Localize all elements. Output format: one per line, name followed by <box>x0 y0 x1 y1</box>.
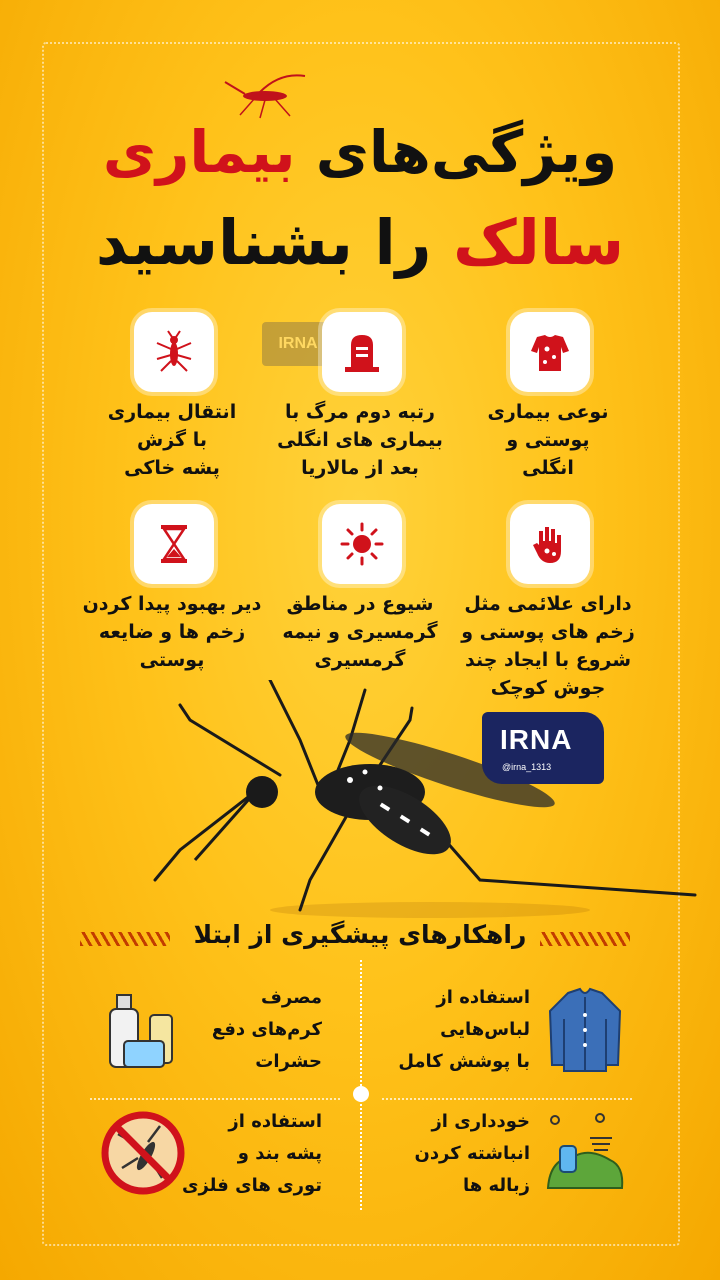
tip-text: انباشته کردن <box>414 1143 530 1164</box>
feature-text: پوستی و <box>506 429 590 451</box>
feature-text: انتقال بیماری <box>107 401 237 423</box>
feature-text: رتبه دوم مرگ با <box>285 401 435 423</box>
tip-text: حشرات <box>255 1051 322 1072</box>
irna-handle: @irna_1313 <box>502 762 552 772</box>
feature-text: گرمسیری و نیمه <box>282 621 438 643</box>
feature-2 <box>255 398 465 482</box>
shirt-icon <box>540 985 630 1075</box>
tip-text: کرم‌های دفع <box>211 1019 322 1040</box>
irna-logo-text: IRNA <box>500 724 573 755</box>
feature-text: پشه خاکی <box>124 457 220 479</box>
skin-icon <box>510 312 590 392</box>
feature-text: انگلی <box>522 457 574 479</box>
gravestone-icon <box>322 312 402 392</box>
tip-text: استفاده از <box>228 1111 322 1132</box>
tip-3 <box>380 1106 530 1202</box>
center-dot <box>353 1086 369 1102</box>
title-line2-suffix: را بشناسید <box>95 206 432 279</box>
sun-icon <box>322 504 402 584</box>
feature-text: نوعی بیماری <box>487 401 609 423</box>
feature-text: بیماری های انگلی <box>277 429 443 451</box>
hand-wound-icon <box>510 504 590 584</box>
feature-text: جوش کوچک <box>490 677 606 699</box>
garbage-icon <box>540 1108 630 1198</box>
tip-text: خودداری از <box>431 1111 530 1132</box>
hourglass-icon <box>134 504 214 584</box>
prevention-heading: راهکارهای پیشگیری از ابتلا <box>193 920 527 949</box>
feature-text: پوستی <box>139 649 205 671</box>
title-line-1 <box>0 118 720 186</box>
feature-6 <box>67 590 277 674</box>
tip-1 <box>380 982 530 1078</box>
divider-right <box>382 1098 632 1100</box>
tip-4 <box>172 1106 322 1202</box>
title-line1-highlight: بیماری <box>102 118 296 186</box>
title-line1-prefix: ویژگی‌های <box>315 118 618 186</box>
feature-5 <box>255 590 465 674</box>
title-mosquito-icon <box>220 70 310 120</box>
feature-text: دیر بهبود پیدا کردن <box>82 593 262 615</box>
tip-text: توری های فلزی <box>181 1175 322 1196</box>
tip-text: مصرف <box>261 987 322 1008</box>
mosquito-illustration <box>150 680 710 920</box>
feature-text: دارای علائمی مثل <box>464 593 632 615</box>
divider-left <box>90 1098 340 1100</box>
feature-text: شیوع در مناطق <box>286 593 434 615</box>
title-line-2 <box>0 206 720 279</box>
feature-text: گرمسیری <box>314 649 406 671</box>
title-line2-highlight: سالک <box>453 206 625 279</box>
tip-2 <box>172 982 322 1078</box>
tip-text: استفاده از <box>436 987 530 1008</box>
feature-text: شروع با ایجاد چند <box>464 649 632 671</box>
irna-logo <box>482 712 604 784</box>
center-divider <box>360 960 362 1210</box>
feature-text: زخم ها و ضایعه <box>98 621 246 643</box>
feature-1 <box>443 398 653 482</box>
feature-text: با گزش <box>137 429 207 451</box>
tip-text: با پوشش کامل <box>398 1051 530 1072</box>
feature-3 <box>67 398 277 482</box>
tip-text: پشه بند و <box>237 1143 322 1164</box>
mosquito-icon <box>134 312 214 392</box>
tip-text: زباله ها <box>462 1175 530 1196</box>
irna-watermark: IRNA <box>262 322 334 366</box>
feature-text: زخم های پوستی و <box>461 621 635 643</box>
feature-text: بعد از مالاریا <box>301 457 419 479</box>
tip-text: لباس‌هایی <box>440 1019 530 1040</box>
